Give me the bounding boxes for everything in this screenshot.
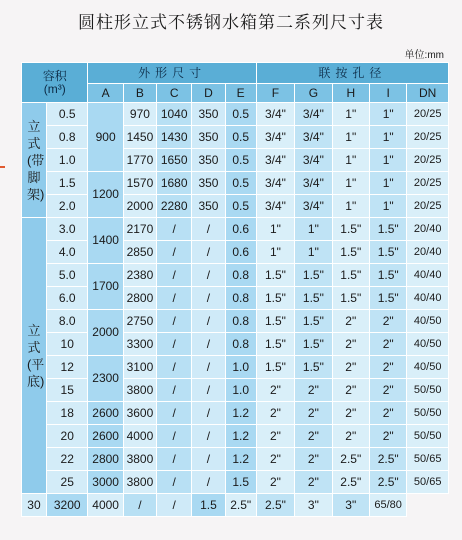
- dimension-a-cell: 2300: [88, 356, 123, 402]
- cell-d: /: [192, 425, 225, 448]
- cell-h: 1": [332, 195, 369, 218]
- cell-c: /: [157, 379, 192, 402]
- cell-f: 2": [256, 471, 294, 494]
- cell-c: 1650: [157, 149, 192, 172]
- category-label: 立式(平底): [26, 322, 45, 389]
- cell-f: 2": [256, 379, 294, 402]
- capacity-cell: 3.0: [46, 218, 88, 241]
- cell-dn: 20/25: [407, 195, 449, 218]
- capacity-cell: 1.0: [46, 149, 88, 172]
- cell-d: /: [157, 494, 192, 517]
- cell-g: 1.5": [295, 333, 332, 356]
- dimension-a-cell: 2600: [88, 402, 123, 425]
- cell-h: 1": [332, 103, 369, 126]
- dimension-a-cell: 3000: [88, 471, 123, 494]
- cell-b: 2170: [123, 218, 156, 241]
- cell-i: 2": [369, 425, 406, 448]
- table-row: [22, 149, 449, 172]
- table-row: [22, 494, 449, 517]
- table-row: [22, 425, 449, 448]
- column-header-i: I: [369, 84, 406, 103]
- cell-c: /: [123, 494, 156, 517]
- capacity-cell: 8.0: [46, 310, 88, 333]
- capacity-header: [22, 63, 88, 103]
- cell-f: 1": [256, 241, 294, 264]
- cell-g: 1.5": [295, 287, 332, 310]
- cell-dn: 40/40: [407, 287, 449, 310]
- cell-h: 3": [295, 494, 332, 517]
- cell-i: 2": [369, 379, 406, 402]
- column-header-e: E: [225, 84, 256, 103]
- cell-f: 2": [256, 448, 294, 471]
- cell-e: 1.2: [225, 425, 256, 448]
- column-header-b: B: [123, 84, 156, 103]
- cell-b: 3800: [123, 448, 156, 471]
- cell-c: /: [157, 264, 192, 287]
- cell-g: 2": [295, 471, 332, 494]
- table-row: [22, 356, 449, 379]
- outer-dimensions-header: 外形尺寸: [88, 63, 256, 84]
- table-row: [22, 333, 449, 356]
- cell-e: 0.5: [225, 195, 256, 218]
- dimension-a-cell: 1200: [88, 172, 123, 218]
- cell-g: 1.5": [295, 310, 332, 333]
- cell-c: 1430: [157, 126, 192, 149]
- cell-dn: 50/50: [407, 402, 449, 425]
- cell-f: 1.5": [256, 333, 294, 356]
- cell-b: 3800: [123, 471, 156, 494]
- cell-b: 970: [123, 103, 156, 126]
- cell-h: 2": [332, 356, 369, 379]
- cell-c: 2280: [157, 195, 192, 218]
- capacity-cell: 6.0: [46, 287, 88, 310]
- category-label: 立式(带脚架): [26, 118, 45, 202]
- cell-d: /: [192, 333, 225, 356]
- capacity-cell: 18: [46, 402, 88, 425]
- cell-h: 1.5": [332, 218, 369, 241]
- capacity-cell: 1.5: [46, 172, 88, 195]
- cell-dn: 50/65: [407, 471, 449, 494]
- capacity-cell: 12: [46, 356, 88, 379]
- cell-g: 1": [295, 218, 332, 241]
- cell-dn: 20/40: [407, 218, 449, 241]
- cell-c: /: [157, 241, 192, 264]
- cell-f: 3/4": [256, 103, 294, 126]
- cell-b: 4000: [88, 494, 123, 517]
- cell-e: 0.5: [225, 149, 256, 172]
- cell-i: 1.5": [369, 218, 406, 241]
- capacity-cell: 22: [46, 448, 88, 471]
- cell-b: 1570: [123, 172, 156, 195]
- capacity-cell: 0.5: [46, 103, 88, 126]
- cell-g: 3/4": [295, 126, 332, 149]
- cell-d: 350: [192, 195, 225, 218]
- cell-d: /: [192, 448, 225, 471]
- table-row: [22, 172, 449, 195]
- cell-e: 0.8: [225, 287, 256, 310]
- cell-h: 2": [332, 379, 369, 402]
- category-cell: [22, 218, 47, 494]
- table-row: [22, 471, 449, 494]
- cell-e: 0.5: [225, 103, 256, 126]
- cell-e: 1.2: [225, 402, 256, 425]
- table-row: [22, 195, 449, 218]
- cell-d: /: [192, 471, 225, 494]
- capacity-cell: 2.0: [46, 195, 88, 218]
- cell-h: 1.5": [332, 241, 369, 264]
- header-row-1: [22, 63, 449, 84]
- cell-b: 3600: [123, 402, 156, 425]
- cell-h: 2": [332, 310, 369, 333]
- cell-f: 3/4": [256, 195, 294, 218]
- cell-c: /: [157, 425, 192, 448]
- column-header-d: D: [192, 84, 225, 103]
- cell-d: /: [192, 287, 225, 310]
- cell-b: 2380: [123, 264, 156, 287]
- cell-d: /: [192, 356, 225, 379]
- cell-dn: 40/50: [407, 356, 449, 379]
- column-header-g: G: [295, 84, 332, 103]
- cell-h: 2.5": [332, 448, 369, 471]
- dimension-a-cell: 2800: [88, 448, 123, 471]
- cell-g: 2.5": [256, 494, 294, 517]
- cell-dn: 40/50: [407, 310, 449, 333]
- capacity-label: 容积: [42, 68, 67, 83]
- cell-g: 1": [295, 241, 332, 264]
- cell-g: 1.5": [295, 264, 332, 287]
- table-body: [22, 103, 449, 517]
- table-row: [22, 402, 449, 425]
- cell-h: 2": [332, 333, 369, 356]
- cell-f: 2": [256, 425, 294, 448]
- cell-f: 3/4": [256, 126, 294, 149]
- cell-c: 1680: [157, 172, 192, 195]
- cell-c: /: [157, 287, 192, 310]
- column-header-dn: DN: [407, 84, 449, 103]
- cell-b: 2000: [123, 195, 156, 218]
- cell-g: 3/4": [295, 149, 332, 172]
- cell-dn: 50/50: [407, 425, 449, 448]
- cell-f: 1.5": [256, 287, 294, 310]
- cell-dn: 20/25: [407, 149, 449, 172]
- column-header-a: A: [88, 84, 123, 103]
- cell-b: 1450: [123, 126, 156, 149]
- category-cell: [22, 103, 47, 218]
- dimension-a-cell: 2000: [88, 310, 123, 356]
- cell-f: 1": [256, 218, 294, 241]
- table-row: [22, 264, 449, 287]
- cell-h: 1": [332, 149, 369, 172]
- cell-b: 2800: [123, 287, 156, 310]
- cell-e: 0.6: [225, 241, 256, 264]
- cell-i: 1": [369, 103, 406, 126]
- dimension-a-cell: 900: [88, 103, 123, 172]
- cell-dn: 20/25: [407, 126, 449, 149]
- capacity-cell: 25: [46, 471, 88, 494]
- cell-g: 2": [295, 402, 332, 425]
- cell-c: /: [157, 402, 192, 425]
- dimension-a-cell: 1700: [88, 264, 123, 310]
- page-title: 圆柱形立式不锈钢水箱第二系列尺寸表: [78, 13, 384, 32]
- cell-dn: 20/25: [407, 103, 449, 126]
- cell-e: 0.8: [225, 310, 256, 333]
- table-row: [22, 126, 449, 149]
- table-row: [22, 379, 449, 402]
- cell-d: 350: [192, 126, 225, 149]
- table-row: [22, 448, 449, 471]
- cell-g: 2": [295, 425, 332, 448]
- cell-dn: 20/40: [407, 241, 449, 264]
- cell-b: 2850: [123, 241, 156, 264]
- cell-f: 1.5": [256, 310, 294, 333]
- cell-i: 1.5": [369, 241, 406, 264]
- cell-f: 2": [256, 402, 294, 425]
- cell-i: 2.5": [369, 471, 406, 494]
- cell-d: /: [192, 310, 225, 333]
- cell-g: 3/4": [295, 195, 332, 218]
- column-header-h: H: [332, 84, 369, 103]
- capacity-cell: 15: [46, 379, 88, 402]
- cell-i: 2.5": [369, 448, 406, 471]
- table-row: [22, 103, 449, 126]
- cell-e: 1.0: [225, 379, 256, 402]
- cell-c: /: [157, 471, 192, 494]
- cell-d: 350: [192, 172, 225, 195]
- cell-i: 1.5": [369, 264, 406, 287]
- capacity-cell: 10: [46, 333, 88, 356]
- dimension-a-cell: 3200: [46, 494, 88, 517]
- cell-d: /: [192, 379, 225, 402]
- cell-c: /: [157, 448, 192, 471]
- dimension-a-cell: 1400: [88, 218, 123, 264]
- cell-dn: 65/80: [369, 494, 406, 517]
- cell-d: /: [192, 264, 225, 287]
- column-header-c: C: [157, 84, 192, 103]
- cell-h: 2.5": [332, 471, 369, 494]
- cell-c: /: [157, 218, 192, 241]
- cell-e: 0.5: [225, 172, 256, 195]
- cell-e: 0.6: [225, 218, 256, 241]
- cell-g: 3/4": [295, 103, 332, 126]
- cell-b: 3100: [123, 356, 156, 379]
- cell-i: 2": [369, 356, 406, 379]
- cell-h: 1.5": [332, 287, 369, 310]
- capacity-cell: 0.8: [46, 126, 88, 149]
- cell-dn: 50/65: [407, 448, 449, 471]
- cell-b: 3800: [123, 379, 156, 402]
- table-row: [22, 287, 449, 310]
- cell-d: /: [192, 241, 225, 264]
- cell-e: 1.2: [225, 448, 256, 471]
- edge-mark: [0, 166, 5, 168]
- cell-f: 3/4": [256, 149, 294, 172]
- cell-i: 1": [369, 126, 406, 149]
- cell-i: 2": [369, 310, 406, 333]
- cell-i: 3": [332, 494, 369, 517]
- port-diameter-header: 联按孔径: [256, 63, 448, 84]
- cell-g: 1.5": [295, 356, 332, 379]
- cell-b: 3300: [123, 333, 156, 356]
- cell-dn: 40/40: [407, 264, 449, 287]
- table-row: [22, 241, 449, 264]
- cell-h: 1.5": [332, 264, 369, 287]
- cell-dn: 40/50: [407, 333, 449, 356]
- cell-h: 2": [332, 402, 369, 425]
- cell-e: 1.5: [225, 471, 256, 494]
- cell-i: 1": [369, 149, 406, 172]
- cell-e: 1.5: [192, 494, 225, 517]
- cell-b: 2750: [123, 310, 156, 333]
- cell-e: 0.8: [225, 333, 256, 356]
- column-header-f: F: [256, 84, 294, 103]
- capacity-cell: 4.0: [46, 241, 88, 264]
- cell-f: 1.5": [256, 264, 294, 287]
- cell-c: /: [157, 310, 192, 333]
- cell-i: 1.5": [369, 287, 406, 310]
- capacity-unit: (m³): [43, 81, 66, 96]
- cell-e: 0.5: [225, 126, 256, 149]
- cell-f: 3/4": [256, 172, 294, 195]
- cell-e: 1.0: [225, 356, 256, 379]
- cell-g: 2": [295, 448, 332, 471]
- cell-c: 1040: [157, 103, 192, 126]
- cell-c: /: [157, 356, 192, 379]
- dimension-table: [21, 62, 449, 517]
- cell-g: 2": [295, 379, 332, 402]
- cell-g: 3/4": [295, 172, 332, 195]
- cell-h: 1": [332, 126, 369, 149]
- cell-e: 0.8: [225, 264, 256, 287]
- cell-i: 2": [369, 333, 406, 356]
- capacity-cell: 30: [22, 494, 47, 517]
- unit-label: 单位:mm: [404, 50, 444, 61]
- cell-h: 1": [332, 172, 369, 195]
- cell-d: /: [192, 218, 225, 241]
- table-row: [22, 218, 449, 241]
- cell-d: 350: [192, 103, 225, 126]
- cell-dn: 50/50: [407, 379, 449, 402]
- cell-dn: 20/25: [407, 172, 449, 195]
- cell-b: 1770: [123, 149, 156, 172]
- capacity-cell: 5.0: [46, 264, 88, 287]
- cell-i: 1": [369, 172, 406, 195]
- cell-c: /: [157, 333, 192, 356]
- capacity-cell: 20: [46, 425, 88, 448]
- cell-i: 1": [369, 195, 406, 218]
- cell-b: 4000: [123, 425, 156, 448]
- cell-f: 2.5": [225, 494, 256, 517]
- cell-f: 1.5": [256, 356, 294, 379]
- cell-h: 2": [332, 425, 369, 448]
- table-row: [22, 310, 449, 333]
- dimension-a-cell: 2600: [88, 425, 123, 448]
- cell-i: 2": [369, 402, 406, 425]
- cell-d: /: [192, 402, 225, 425]
- cell-d: 350: [192, 149, 225, 172]
